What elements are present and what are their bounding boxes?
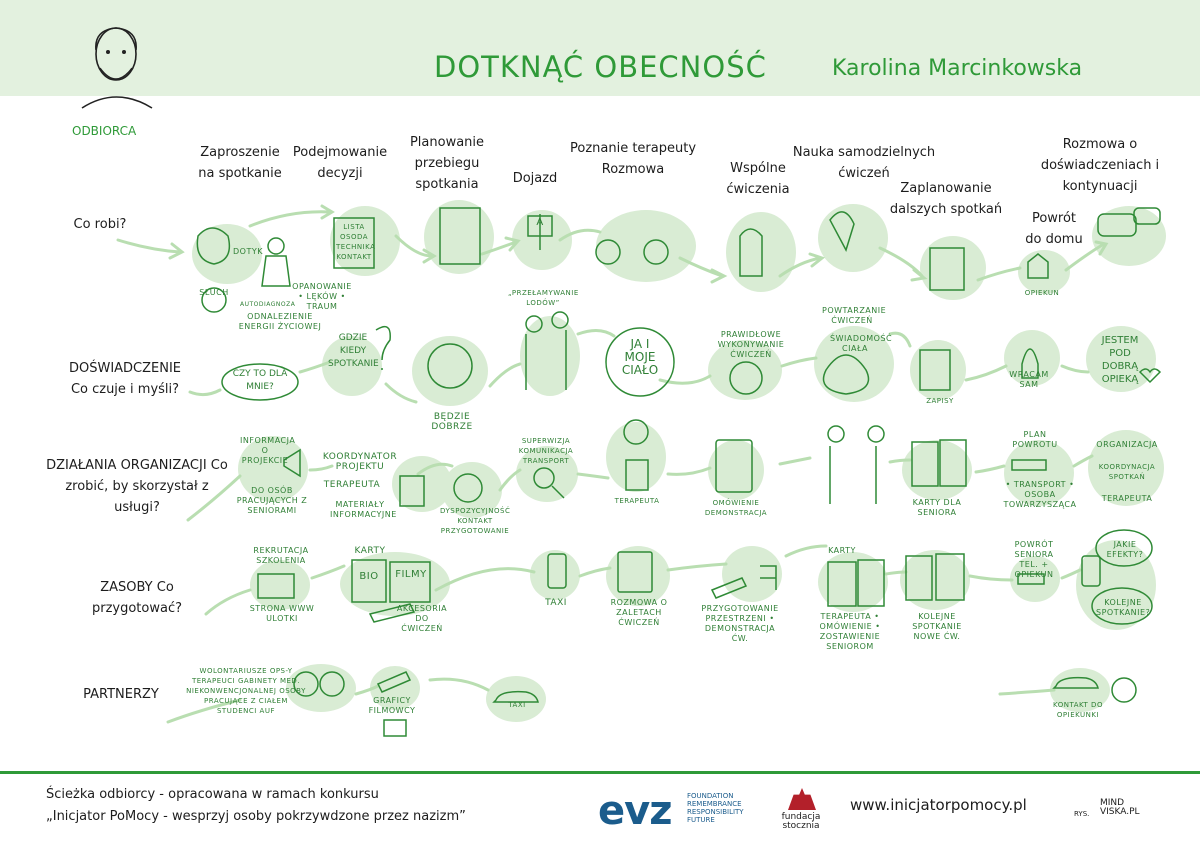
column-header: Powrót do domu [1025, 211, 1083, 247]
note: GDZIE KIEDY SPOTKANIE [328, 333, 379, 369]
author-name: Karolina Marcinkowska [832, 56, 1083, 81]
evz-logo: evz [598, 788, 672, 834]
note: PRAWIDŁOWE WYKONYWANIE ĆWICZEŃ [717, 330, 785, 359]
note: TAXI [545, 598, 567, 608]
note: AKCESORIA DO ĆWICZEŃ [396, 604, 448, 633]
note: JESTEM POD DOBRĄ OPIEKĄ [1101, 335, 1139, 385]
note: PLAN POWROTU [1012, 430, 1058, 449]
website-link[interactable]: www.inicjatorpomocy.pl [850, 796, 1027, 814]
note: POWRÓT SENIORA TEL. + OPIEKUN [1014, 540, 1054, 579]
note: ZAPISY [926, 397, 954, 405]
column-header: Zaplanowanie dalszych spotkań [889, 181, 1003, 217]
note: CZY TO DLA MNIE? [232, 369, 288, 392]
note: REKRUTACJA SZKOLENIA [253, 546, 309, 565]
row-label: Co robi? [73, 217, 127, 232]
footer-divider [0, 771, 1200, 774]
note: TERAPEUTA [614, 497, 660, 505]
note: SUPERWIZJA KOMUNIKACJA TRANSPORT [518, 437, 574, 465]
page-title: DOTKNĄĆ OBECNOŚĆ [434, 50, 767, 84]
column-header: Planowanie przebiegu spotkania [409, 135, 485, 192]
note: GRAFICY FILMOWCY [368, 696, 416, 715]
note: „PRZEŁAMYWANIE LODÓW” [508, 289, 579, 307]
row-label: DZIAŁANIA ORGANIZACJI Co zrobić, by skorzystał z usługi? [46, 458, 228, 515]
note: KARTY [828, 546, 856, 555]
note: JAKIE EFEKTY? [1106, 540, 1144, 559]
note: FILMY [395, 569, 427, 580]
note: AUTODIAGNOZA [240, 301, 296, 308]
row-label: DOŚWIADCZENIE Co czuje i myśli? [68, 361, 182, 397]
note: KONTAKT DO OPIEKUNKI [1053, 701, 1103, 719]
column-header: Zaproszenie na spotkanie [198, 145, 282, 181]
note: A [536, 217, 544, 228]
note: TERAPEUTA • OMÓWIENIE • ZOSTAWIENIE SENIOROM [819, 612, 881, 651]
note: KOORDYNACJA SPOTKAŃ [1098, 463, 1156, 481]
column-header: Podejmowanie decyzji [292, 145, 388, 181]
note: POWTARZANIE ĆWICZEŃ [822, 306, 887, 325]
note: ROZMOWA O ZALETACH ĆWICZEŃ [610, 598, 668, 627]
note: OMÓWIENIE DEMONSTRACJA [704, 499, 768, 517]
note: STRONA WWW ULOTKI [249, 604, 315, 623]
note: JA I MOJE CIAŁO [621, 337, 659, 377]
note: LISTA OSODA TECHNIKA KONTAKT [336, 223, 376, 261]
note: DYSPOZYCYJNOŚĆ KONTAKT PRZYGOTOWANIE [440, 507, 511, 535]
note: ORGANIZACJA [1096, 440, 1158, 449]
note: ŚWIADOMOŚĆ CIAŁA [830, 334, 893, 353]
footer-text [46, 784, 466, 828]
note: SŁUCH [199, 288, 229, 297]
note: TERAPEUTA [1101, 494, 1153, 503]
note: • TRANSPORT • OSOBA TOWARZYSZĄCA [1003, 480, 1077, 509]
illustrator-logo: MIND VISKA.PL [1100, 798, 1140, 817]
note: DOTYK [233, 247, 263, 256]
note: KARTY [354, 546, 386, 556]
note: TERAPEUTA [323, 480, 381, 490]
note: KOORDYNATOR PROJEKTU [322, 452, 398, 472]
note: BĘDZIE DOBRZE [431, 412, 473, 432]
note: KOLEJNE SPOTKANIE NOWE ĆW. [912, 612, 962, 641]
footer-line-1: Ścieżka odbiorcy - opracowana w ramach konkursu [46, 787, 379, 802]
note: TAXI [508, 701, 526, 709]
note: ODNALEZIENIE ENERGII ŻYCIOWEJ [238, 312, 322, 331]
row-label: PARTNERZY [83, 687, 159, 702]
note: BIO [359, 571, 379, 582]
stocznia-label: fundacja stocznia [781, 812, 821, 831]
note: OPANOWANIE • LĘKÓW • TRAUM [292, 282, 352, 311]
note: WOLONTARIUSZE OPS-Y TERAPEUCI GABINETY MED. NIEKONWENCJONALNEJ OSOBY PRACUJĄCE Z CIAŁEM STUDENCI AUF [186, 667, 306, 715]
evz-tagline: FOUNDATION REMEMBRANCE RESPONSIBILITY FUTURE [687, 792, 744, 824]
footer-line-2: „Inicjator PoMocy - wesprzyj osoby pokrzywdzone przez nazizm” [46, 809, 466, 824]
column-header: Nauka samodzielnych ćwiczeń [792, 145, 936, 181]
column-header: Dojazd [512, 171, 558, 186]
illustrator-credit-label: RYS. [1074, 810, 1090, 818]
persona-label: ODBIORCA [72, 124, 137, 138]
row-label: ZASOBY Co przygotować? [91, 580, 183, 616]
note: KARTY DLA SENIORA [912, 498, 962, 517]
column-header: Wspólne ćwiczenia [726, 161, 790, 197]
note: WRACAM SAM [1009, 370, 1049, 389]
note: PRZYGOTOWANIE PRZESTRZENI • DEMONSTRACJA ĆW. [701, 604, 779, 643]
note: KOLEJNE SPOTKANIE? [1096, 598, 1151, 617]
column-header: Rozmowa o doświadczeniach i kontynuacji [1040, 137, 1160, 194]
note: INFORMACJA O PROJEKCIE [240, 436, 296, 465]
column-header: Poznanie terapeuty Rozmowa [569, 141, 697, 177]
note: OPIEKUN [1024, 289, 1060, 297]
note: MATERIAŁY INFORMACYJNE [330, 500, 397, 519]
note: DO OSÓB PRACUJĄCYCH Z SENIORAMI [236, 486, 308, 515]
